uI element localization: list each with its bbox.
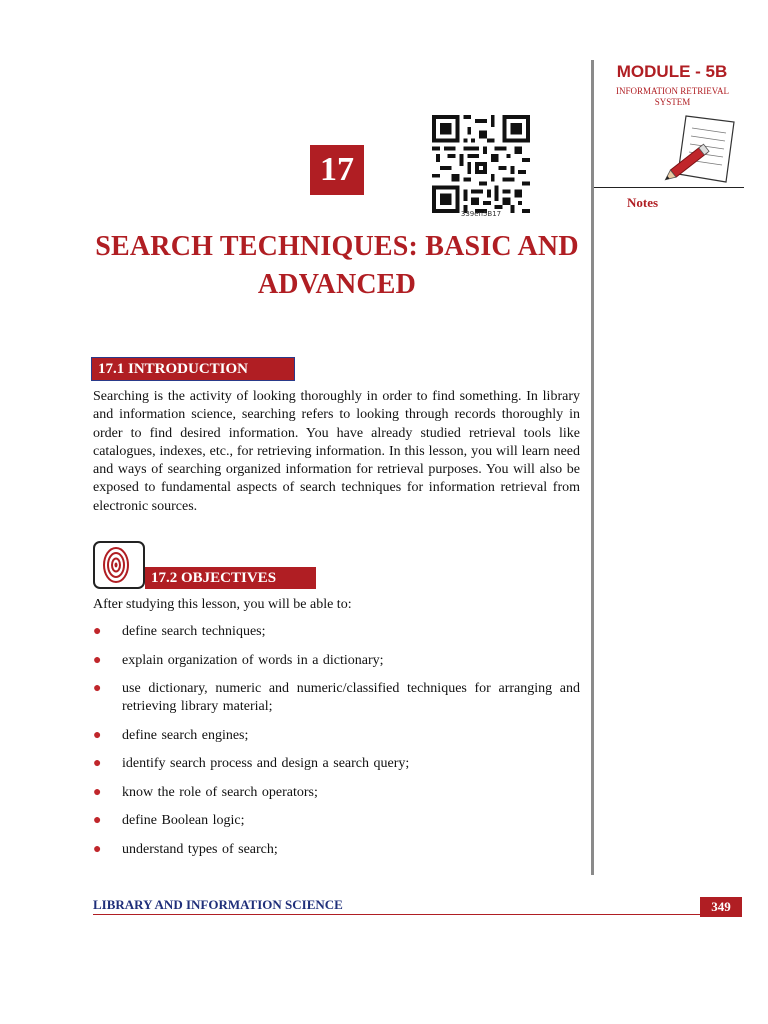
module-subtitle: INFORMATION RETRIEVAL SYSTEM: [615, 86, 730, 107]
list-item: ● understand types of search;: [93, 841, 278, 857]
list-item: ● identify search process and design a search query;: [93, 756, 410, 771]
bullet-icon: ●: [93, 756, 102, 771]
pencil-paper-icon: [664, 108, 744, 188]
notes-rule: [594, 187, 744, 188]
bullet-icon: ●: [93, 727, 102, 743]
list-item: ● know the role of search operators;: [93, 784, 318, 800]
list-item: ● define Boolean logic;: [93, 813, 245, 828]
bullet-icon: ●: [93, 813, 102, 828]
qr-code-icon: [432, 115, 530, 213]
bullet-icon: ●: [93, 652, 102, 668]
objectives-list: [93, 623, 580, 869]
bullet-icon: ●: [93, 681, 102, 696]
introduction-heading: 17.1 INTRODUCTION: [92, 358, 294, 380]
page-number: 349: [700, 897, 742, 917]
footer-label: LIBRARY AND INFORMATION SCIENCE: [93, 897, 343, 912]
bullet-icon: ●: [93, 841, 102, 857]
bullet-icon: ●: [93, 784, 102, 800]
objectives-lead: After studying this lesson, you will be able to:: [93, 597, 352, 612]
list-item: ● use dictionary, numeric and numeric/classified techniques for arranging and retrieving library material;: [93, 681, 580, 714]
qr-code-label: 339en5B17: [460, 210, 502, 218]
margin-divider: [591, 60, 594, 875]
target-icon: [93, 541, 145, 589]
chapter-title: SEARCH TECHNIQUES: BASIC AND ADVANCED: [95, 231, 579, 300]
list-item: ● define search techniques;: [93, 624, 266, 639]
module-title: MODULE - 5B: [616, 62, 728, 81]
list-item: ● explain organization of words in a dictionary;: [93, 652, 384, 668]
chapter-number: 17: [310, 145, 364, 195]
notes-label: Notes: [627, 195, 659, 210]
introduction-paragraph: Searching is the activity of looking thoroughly in order to find something. In library and information science, searching refers to looking through records thoroughly in order to find desired information. You have already studied retrieval tools like catalogues, indexes, etc., for retrieving information. In this lesson, you will learn need and ways of searching organized information for retrieval purposes. You will also be exposed to fundamental aspects of search techniques for information retrieval from electronic sources.: [93, 389, 580, 514]
list-item: ● define search engines;: [93, 727, 249, 743]
bullet-icon: ●: [93, 624, 102, 639]
objectives-heading: 17.2 OBJECTIVES: [145, 567, 316, 589]
footer-rule: [93, 914, 700, 915]
